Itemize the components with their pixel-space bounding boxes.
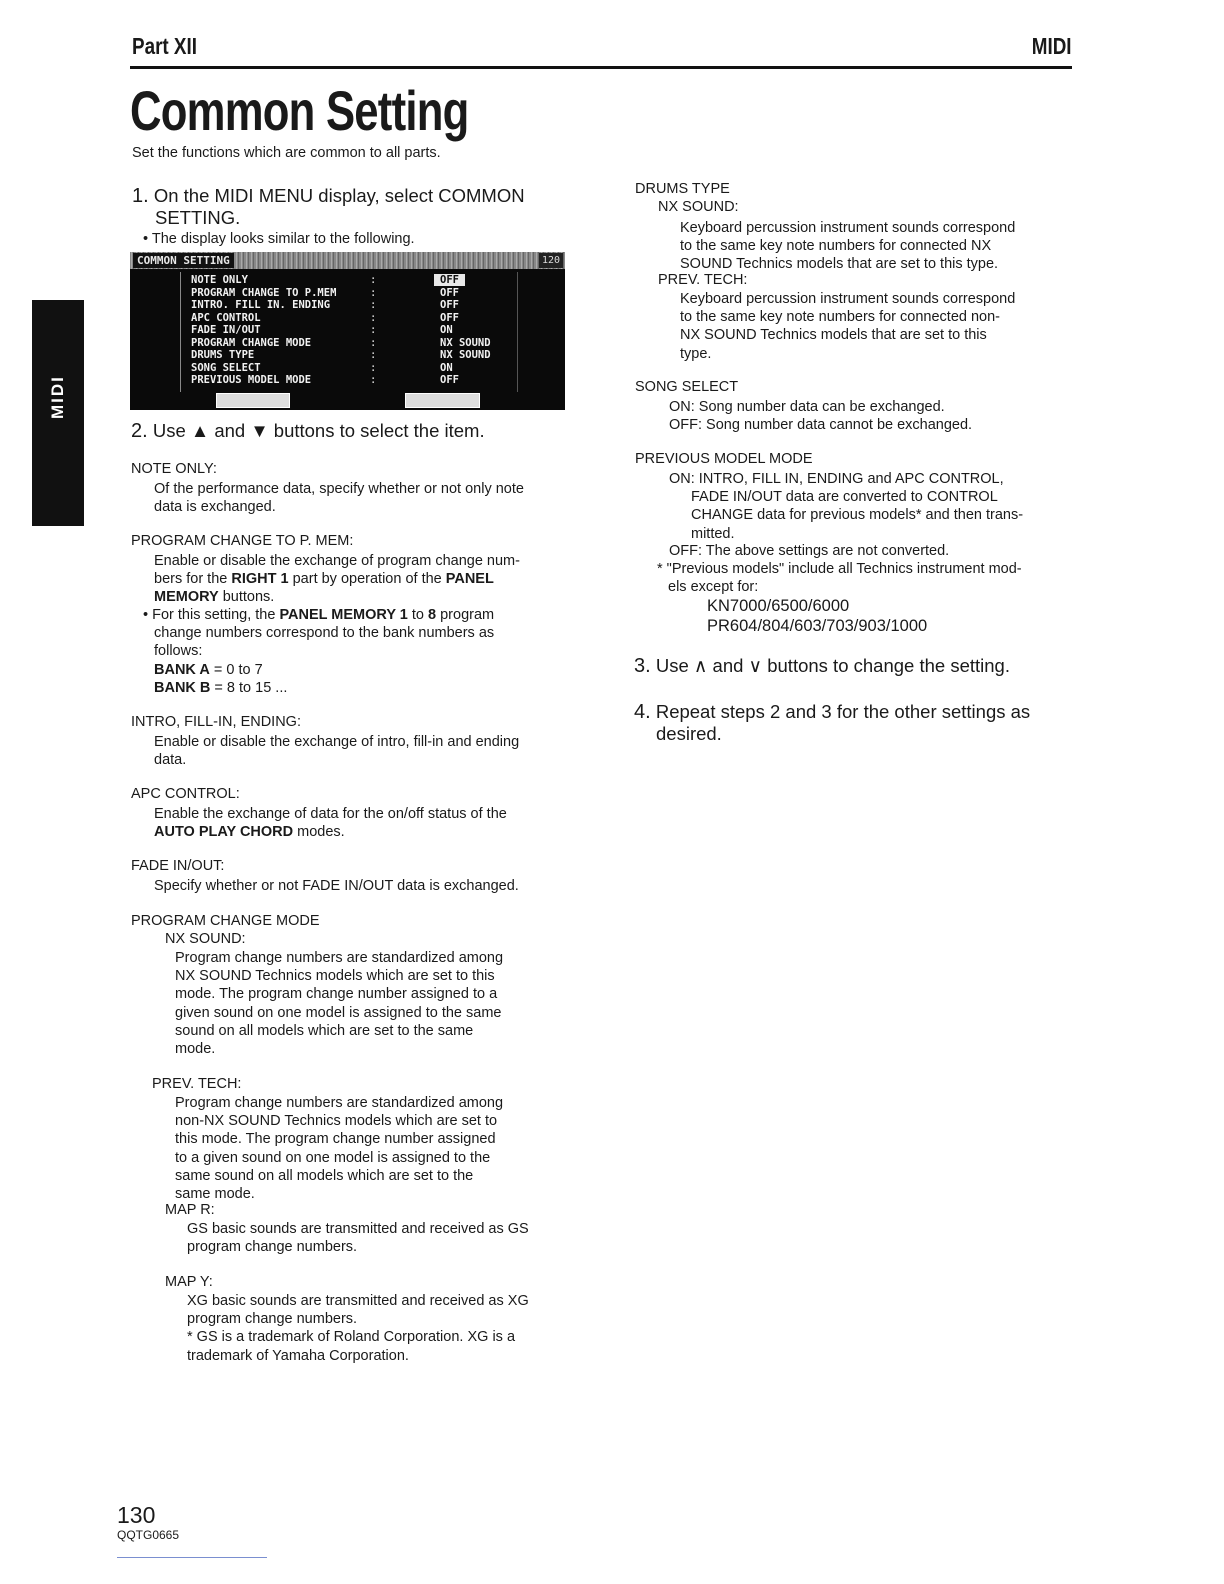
step-2-text: Use ▲ and ▼ buttons to select the item. [152,420,485,441]
text-line: XG basic sounds are transmitted and received as XG [187,1293,529,1309]
excluded-models: KN7000/6500/6000 PR604/804/603/703/903/1000 [707,597,928,635]
lcd-colon: : [370,361,377,374]
lcd-colon: : [370,374,377,386]
lcd-colon: : [370,274,377,286]
text-line: to a given sound on one model is assigned to the [175,1149,491,1166]
text-line: Keyboard percussion instrument sounds correspond [680,291,1016,307]
side-tab-label: MIDI [48,375,67,419]
text-line: NX SOUND Technics models that are set to this [680,327,987,344]
lcd-item-value[interactable]: OFF [440,286,459,299]
lcd-colon: : [370,349,377,361]
lcd-colon: : [370,324,377,336]
text-line: SOUND Technics models that are set to this type. [680,256,999,273]
text-line: CHANGE data for previous models* and then trans- [691,507,1024,524]
drums-prev-label: PREV. TECH: [658,272,748,288]
text-line: program change numbers. [187,1311,358,1328]
map-r-text [187,1220,529,1256]
text-line: * GS is a trademark of Roland Corporation. XG is a [187,1329,516,1346]
pc-to-pmem-label: PROGRAM CHANGE TO P. MEM: [131,533,354,549]
document-code: QQTG0665 [117,1528,180,1542]
step-1-bullet: • The display looks similar to the following. [143,231,415,247]
text-line: to the same key note numbers for connected non- [680,309,1000,326]
pc-mode-prev-label: PREV. TECH: [152,1076,242,1092]
text-line: program change numbers. [187,1239,358,1256]
prev-model-note: * "Previous models" include all Technics instrument mod- els except for: [657,561,1022,596]
text-line: GS basic sounds are transmitted and received as GS [187,1221,529,1237]
text-line: ON: INTRO, FILL IN, ENDING and APC CONTROL, [669,471,1004,487]
map-y-label: MAP Y: [165,1274,213,1290]
pc-to-pmem-text: Enable or disable the exchange of program change num- bers for the RIGHT 1 part by operation of the PANEL MEMORY buttons. [154,553,520,606]
lcd-item-label[interactable]: SONG SELECT [191,361,261,374]
step-1 [132,185,525,207]
intro-fill-ending-text: Enable or disable the exchange of intro, fill-in and ending data. [154,734,520,769]
pc-mode-label: PROGRAM CHANGE MODE [131,913,320,929]
text-line: same sound on all models which are set to the [175,1167,474,1184]
header-rule [130,66,1072,69]
step-4-line2: desired. [656,723,722,744]
text-line: trademark of Yamaha Corporation. [187,1347,409,1364]
step-4 [634,701,1030,723]
page-title: Common Setting [130,79,469,142]
lcd-item-value[interactable]: OFF [440,299,459,311]
lcd-item-value[interactable]: ON [440,324,453,336]
prev-model-off-text: OFF: The above settings are not converted. [669,543,950,559]
step-1-line2: SETTING. [155,207,241,228]
text-line: mitted. [691,525,735,542]
lcd-item-value[interactable]: OFF [440,311,459,324]
lcd-change-button[interactable] [405,393,480,408]
pc-mode-nx-label: NX SOUND: [165,931,246,947]
text-line: mode. The program change number assigned to a [175,986,498,1003]
lcd-item-value[interactable]: OFF [434,274,465,286]
text-line: this mode. The program change number assigned [175,1131,496,1148]
text-line: sound on all models which are set to the same [175,1022,474,1039]
text-line: same mode. [175,1186,255,1203]
fade-label: FADE IN/OUT: [131,858,225,874]
part-label: Part XII [132,33,197,59]
lcd-item-label[interactable]: FADE IN/OUT [191,324,261,336]
text-line: non-NX SOUND Technics models which are set to [175,1113,498,1130]
map-y-text [187,1292,529,1365]
lcd-item-label[interactable]: PROGRAM CHANGE MODE [191,336,312,349]
step-1-number: 1. [132,185,149,207]
pc-mode-nx-text [175,949,503,1058]
lcd-item-value[interactable]: ON [440,361,453,374]
song-select-text: ON: Song number data can be exchanged. OFF: Song number data cannot be exchanged. [669,399,973,434]
map-r-label: MAP R: [165,1202,215,1218]
lcd-item-value[interactable]: OFF [440,374,459,386]
lcd-item-value[interactable]: NX SOUND [440,336,491,349]
lcd-item-label[interactable]: PREVIOUS MODEL MODE [191,374,312,386]
pc-mode-prev-text [175,1094,503,1203]
fade-text: Specify whether or not FADE IN/OUT data is exchanged. [154,878,519,894]
side-tab [32,300,84,526]
lcd-colon: : [370,311,377,324]
lcd-colon: : [370,299,377,311]
lcd-item-label[interactable]: PROGRAM CHANGE TO P.MEM [191,286,337,299]
step-1-text: On the MIDI MENU display, select COMMON [153,185,525,206]
text-line: Program change numbers are standardized among [175,1095,504,1111]
section-label: MIDI [1032,33,1072,59]
lcd-title: COMMON SETTING [133,253,234,268]
drums-prev-text [680,290,1015,363]
footer-rule [117,1557,267,1558]
text-line: mode. [175,1041,216,1058]
text-line: FADE IN/OUT data are converted to CONTROL [691,489,998,506]
drums-nx-label: NX SOUND: [658,199,739,215]
pc-to-pmem-bullet: • For this setting, the PANEL MEMORY 1 to 8 program change numbers correspond to the bank numbers as follows: BANK A = 0 to 7 BANK B = 8 to 15 ... [143,607,495,696]
prev-model-on-text [669,470,1067,543]
song-select-label: SONG SELECT [635,379,739,395]
lcd-item-label[interactable]: APC CONTROL [191,311,261,324]
page-number: 130 [117,1502,156,1528]
text-line: to the same key note numbers for connected NX [680,238,992,255]
lcd-item-label[interactable]: NOTE ONLY [191,274,248,286]
lcd-item-value[interactable]: NX SOUND [440,349,491,361]
prev-model-label: PREVIOUS MODEL MODE [635,451,813,467]
step-2 [131,420,485,442]
lcd-colon: : [370,336,377,349]
step-4-text: Repeat steps 2 and 3 for the other settings as [655,701,1031,722]
step-4-number: 4. [634,701,651,723]
step-3-number: 3. [634,655,651,677]
text-line: NX SOUND Technics models which are set to this [175,968,495,985]
lcd-colon: : [370,286,377,299]
drums-type-label: DRUMS TYPE [635,181,730,197]
lcd-number: 120 [539,253,563,268]
text-line: Program change numbers are standardized among [175,950,504,966]
intro-text: Set the functions which are common to all parts. [132,145,441,161]
lcd-item-label[interactable]: DRUMS TYPE [191,349,255,361]
note-only-text: Of the performance data, specify whether or not only note data is exchanged. [154,481,524,516]
step-3 [634,655,1010,677]
lcd-item-label[interactable]: INTRO. FILL IN. ENDING [191,299,331,311]
step-3-text: Use ∧ and ∨ buttons to change the setting. [655,655,1010,676]
text-line: Keyboard percussion instrument sounds correspond [680,220,1016,236]
intro-fill-ending-label: INTRO, FILL-IN, ENDING: [131,714,301,730]
step-2-number: 2. [131,420,148,442]
apc-control-text: Enable the exchange of data for the on/off status of the AUTO PLAY CHORD modes. [154,806,507,841]
drums-nx-text [680,219,1015,274]
apc-control-label: APC CONTROL: [131,786,240,802]
text-line: type. [680,345,712,362]
text-line: given sound on one model is assigned to the same [175,1004,502,1021]
note-only-label: NOTE ONLY: [131,461,217,477]
lcd-select-button[interactable] [216,393,290,408]
